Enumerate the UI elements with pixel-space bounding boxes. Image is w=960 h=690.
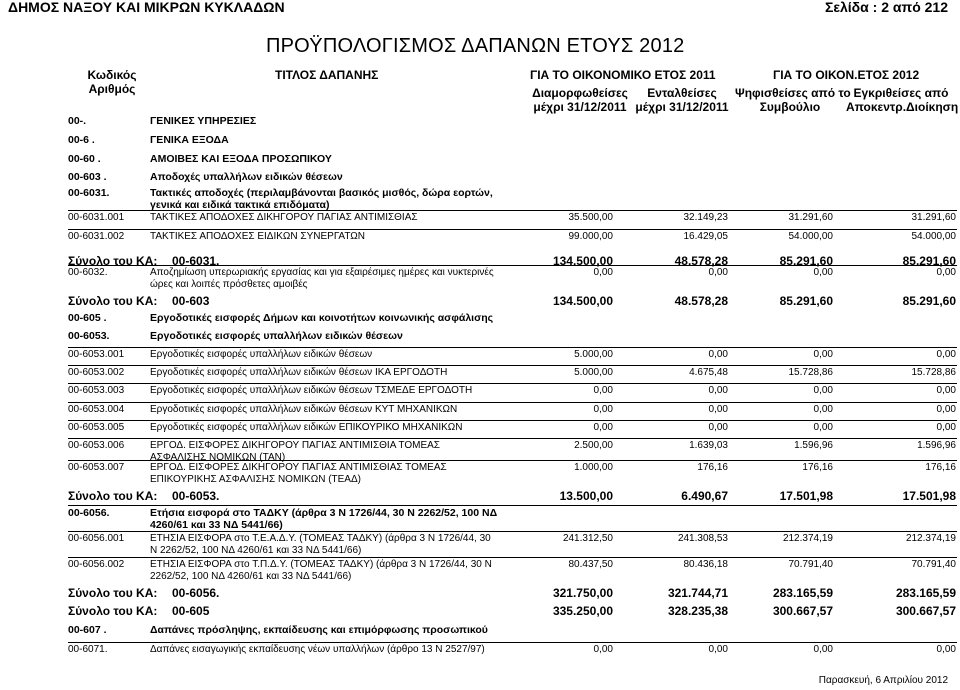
row-code: 00-6056.002 (68, 559, 125, 570)
value-approved: 0,00 (936, 404, 956, 415)
row-description: Εργοδοτικές εισφορές Δήμων και κοινοτήτων κοινωνικής ασφάλισης (150, 312, 494, 324)
total-code: 00-6031. (172, 254, 220, 268)
table-row (0, 506, 960, 531)
table-row (0, 348, 960, 364)
table-row (0, 439, 960, 463)
value-paid: 0,00 (708, 422, 728, 433)
total-row (0, 293, 960, 309)
row-description: Εργοδοτικές εισφορές υπαλλήλων ειδικών θέσεων (150, 349, 373, 360)
col-group-2012: ΓΙΑ ΤΟ ΟΙΚΟΝ.ΕΤΟΣ 2012 (773, 68, 920, 82)
table-row (0, 623, 960, 639)
page-number: Σελίδα : 2 από 212 (824, 0, 948, 15)
value-shaped: 1.000,00 (574, 462, 613, 473)
value-paid: 1.639,03 (689, 440, 728, 451)
row-description-cont: 4260/61 και 33 ΝΔ 5441/66) (150, 519, 283, 531)
row-code: 00-6 . (68, 134, 95, 146)
table-row (0, 170, 960, 186)
value-paid: 48.578,28 (674, 294, 728, 308)
value-voted: 283.165,59 (772, 586, 833, 600)
row-divider (68, 383, 957, 384)
value-paid: 0,00 (708, 267, 728, 278)
row-code: 00-6053.004 (68, 404, 125, 415)
table-row (0, 532, 960, 556)
row-code: 00-6031.002 (68, 231, 125, 242)
col-group-2011: ΓΙΑ ΤΟ ΟΙΚΟΝΟΜΙΚΟ ΕΤΟΣ 2011 (530, 68, 716, 82)
value-approved: 0,00 (936, 422, 956, 433)
value-voted: 54.000,00 (788, 231, 833, 242)
table-row (0, 421, 960, 437)
value-approved: 300.667,57 (895, 604, 956, 618)
value-approved: 17.501,98 (902, 489, 956, 503)
value-approved: 0,00 (936, 644, 956, 655)
row-code: 00-6053.003 (68, 385, 125, 396)
row-description: Αποδοχές υπαλλήλων ειδικών θέσεων (150, 171, 343, 183)
value-voted: 85.291,60 (779, 294, 833, 308)
table-row (0, 403, 960, 419)
row-divider (68, 365, 957, 366)
table-row (0, 643, 960, 659)
row-code: 00-6032. (68, 267, 108, 278)
row-description: Εργοδοτικές εισφορές υπαλλήλων ειδικών θέσεων ΙΚΑ ΕΡΓΟΔΟΤΗ (150, 367, 448, 378)
row-description: Αποζημίωση υπερωριακής εργασίας και για εξαιρέσιμες ημέρες και νυκτερινές (150, 267, 494, 278)
row-description: Εργοδοτικές εισφορές υπαλλήλων ειδικών ΕΠΙΚΟΥΡΙΚΟ ΜΗΧΑΝΙΚΩΝ (150, 422, 463, 433)
row-description-cont: ΑΣΦΑΛΙΣΗΣ ΝΟΜΙΚΩΝ (ΤΑΝ) (150, 452, 286, 463)
row-description: Εργοδοτικές εισφορές υπαλλήλων ειδικών θέσεων ΚΥΤ ΜΗΧΑΝΙΚΩΝ (150, 404, 458, 415)
value-shaped: 0,00 (593, 422, 613, 433)
value-approved: 31.291,60 (911, 212, 956, 223)
value-voted: 212.374,19 (782, 533, 833, 544)
table-row (0, 366, 960, 382)
value-voted: 0,00 (813, 404, 833, 415)
row-divider (68, 505, 957, 506)
value-paid: 321.744,71 (667, 586, 728, 600)
col-paid (632, 86, 732, 114)
value-paid: 241.308,53 (677, 533, 728, 544)
table-row (0, 311, 960, 327)
row-description: Εργοδοτικές εισφορές υπαλλήλων ειδικών θέσεων (150, 330, 403, 342)
row-divider (68, 531, 957, 532)
value-shaped: 241.312,50 (562, 533, 613, 544)
value-voted: 0,00 (813, 349, 833, 360)
value-shaped: 5.000,00 (574, 367, 613, 378)
value-approved: 212.374,19 (905, 533, 956, 544)
row-description: Τακτικές αποδοχές (περιλαμβάνονται βασικός μισθός, δώρα εορτών, (150, 187, 493, 199)
value-paid: 176,16 (697, 462, 728, 473)
row-divider (68, 557, 957, 558)
row-description: ΕΡΓΟΔ. ΕΙΣΦΟΡΕΣ ΔΙΚΗΓΟΡΟΥ ΠΑΓΙΑΣ ΑΝΤΙΜΙΣΘΙΑΣ ΤΟΜΕΑΣ (150, 462, 447, 473)
table-row (0, 384, 960, 400)
row-description: Εργοδοτικές εισφορές υπαλλήλων ειδικών θέσεων ΤΣΜΕΔΕ ΕΡΓΟΔΟΤΗ (150, 385, 473, 396)
row-divider (68, 229, 957, 230)
value-paid: 0,00 (708, 385, 728, 396)
col-code-line2: Αριθμός (88, 82, 136, 96)
table-row (0, 186, 960, 211)
value-paid: 16.429,05 (683, 231, 728, 242)
value-approved: 283.165,59 (895, 586, 956, 600)
row-description: ΓΕΝΙΚΑ ΕΞΟΔΑ (150, 134, 229, 146)
table-row (0, 461, 960, 485)
row-divider (68, 642, 957, 643)
table-row (0, 266, 960, 290)
value-voted: 176,16 (802, 462, 833, 473)
row-code: 00-60 . (68, 153, 101, 165)
value-shaped: 0,00 (593, 644, 613, 655)
table-row (0, 230, 960, 246)
value-shaped: 0,00 (593, 404, 613, 415)
row-code: 00-6031.001 (68, 212, 125, 223)
row-divider (68, 420, 957, 421)
value-approved: 85.291,60 (902, 294, 956, 308)
value-voted: 0,00 (813, 644, 833, 655)
row-divider (68, 210, 957, 211)
row-code: 00-6071. (68, 644, 108, 655)
total-code: 00-603 (172, 294, 210, 308)
value-shaped: 80.437,50 (568, 559, 613, 570)
row-description: ΑΜΟΙΒΕΣ ΚΑΙ ΕΞΟΔΑ ΠΡΟΣΩΠΙΚΟΥ (150, 153, 332, 165)
municipality-name: ΔΗΜΟΣ ΝΑΞΟΥ ΚΑΙ ΜΙΚΡΩΝ ΚΥΚΛΑΔΩΝ (8, 0, 285, 15)
value-voted: 70.791,40 (788, 559, 833, 570)
col-title-label: ΤΙΤΛΟΣ ΔΑΠΑΝΗΣ (275, 68, 379, 82)
value-approved: 70.791,40 (911, 559, 956, 570)
row-description: ΕΡΓΟΔ. ΕΙΣΦΟΡΕΣ ΔΙΚΗΓΟΡΟΥ ΠΑΓΙΑΣ ΑΝΤΙΜΙΣΘΙΑ ΤΟΜΕΑΣ (150, 440, 440, 451)
value-shaped: 335.250,00 (552, 604, 613, 618)
value-voted: 31.291,60 (788, 212, 833, 223)
row-code: 00-6056.001 (68, 533, 125, 544)
value-voted: 0,00 (813, 422, 833, 433)
total-row (0, 603, 960, 619)
value-voted: 17.501,98 (779, 489, 833, 503)
row-code: 00-6053.002 (68, 367, 125, 378)
value-paid: 6.490,67 (681, 489, 728, 503)
row-description-cont: γενικά και ειδικά τακτικά επιδόματα) (150, 199, 330, 211)
row-code: 00-603 . (68, 171, 107, 183)
total-label: Σύνολο του ΚΑ: (68, 604, 158, 618)
row-divider (68, 265, 957, 266)
col-shaped-line1: Διαμορφωθείσες (532, 86, 628, 100)
col-paid-line1: Ενταλθείσες (647, 86, 717, 100)
row-divider (68, 347, 957, 348)
col-voted-line1: Ψηφισθείσες από το (735, 86, 851, 100)
value-shaped: 134.500,00 (552, 254, 613, 268)
value-voted: 0,00 (813, 267, 833, 278)
table-row (0, 152, 960, 168)
table-row (0, 211, 960, 227)
row-description: ΤΑΚΤΙΚΕΣ ΑΠΟΔΟΧΕΣ ΕΙΔΙΚΩΝ ΣΥΝΕΡΓΑΤΩΝ (150, 231, 365, 242)
value-shaped: 0,00 (593, 385, 613, 396)
total-code: 00-605 (172, 604, 210, 618)
total-row (0, 585, 960, 601)
col-paid-line2: μέχρι 31/12/2011 (635, 100, 729, 114)
value-shaped: 99.000,00 (568, 231, 613, 242)
row-code: 00-6053. (68, 330, 110, 342)
table-row (0, 114, 960, 130)
col-voted (735, 86, 851, 114)
value-paid: 48.578,28 (674, 254, 728, 268)
row-code: 00-6031. (68, 187, 110, 199)
row-description-cont: 2262/52, 100 ΝΔ 4260/61 και 33 ΝΔ 5441/66) (150, 571, 352, 582)
value-shaped: 35.500,00 (568, 212, 613, 223)
total-label: Σύνολο του ΚΑ: (68, 586, 158, 600)
total-row (0, 488, 960, 504)
row-code: 00-6056. (68, 507, 110, 519)
value-approved: 0,00 (936, 385, 956, 396)
value-shaped: 134.500,00 (552, 294, 613, 308)
row-code: 00-6053.005 (68, 422, 125, 433)
row-divider (68, 438, 957, 439)
row-description-cont: Ν 2262/52, 100 ΝΔ 4260/61 και 33 ΝΔ 5441/66) (150, 545, 362, 556)
document-title: ΠΡΟΫΠΟΛΟΓΙΣΜΟΣ ΔΑΠΑΝΩΝ ΕΤΟΥΣ 2012 (266, 35, 685, 57)
value-shaped: 321.750,00 (552, 586, 613, 600)
col-shaped (530, 86, 630, 114)
table-row (0, 133, 960, 149)
table-row (0, 329, 960, 345)
row-code: 00-605 . (68, 312, 107, 324)
row-code: 00-6053.001 (68, 349, 125, 360)
value-voted: 300.667,57 (772, 604, 833, 618)
value-paid: 80.436,18 (683, 559, 728, 570)
row-description: ΕΤΗΣΙΑ ΕΙΣΦΟΡΑ στο Τ.Ε.Α.Δ.Υ. (ΤΟΜΕΑΣ ΤΑΔΚΥ) (άρθρα 3 Ν 1726/44, 30 (150, 533, 491, 544)
value-approved: 0,00 (936, 349, 956, 360)
value-paid: 0,00 (708, 349, 728, 360)
col-code-label (82, 68, 142, 96)
row-divider (68, 460, 957, 461)
row-description: Δαπάνες πρόσληψης, εκπαίδευσης και επιμόρφωσης προσωπικού (150, 624, 488, 636)
row-description: Ετήσια εισφορά στο ΤΑΔΚΥ (άρθρα 3 Ν 1726/44, 30 Ν 2262/52, 100 ΝΔ (150, 507, 498, 519)
row-divider (68, 402, 957, 403)
value-approved: 85.291,60 (902, 254, 956, 268)
value-shaped: 2.500,00 (574, 440, 613, 451)
value-voted: 15.728,86 (788, 367, 833, 378)
col-shaped-line2: μέχρι 31/12/2011 (533, 100, 627, 114)
row-code: 00-. (68, 115, 87, 127)
row-description: ΓΕΝΙΚΕΣ ΥΠΗΡΕΣΙΕΣ (150, 115, 257, 127)
col-approved (846, 86, 959, 114)
value-approved: 176,16 (925, 462, 956, 473)
total-label: Σύνολο του ΚΑ: (68, 294, 158, 308)
total-label: Σύνολο του ΚΑ: (68, 254, 158, 268)
value-paid: 4.675,48 (689, 367, 728, 378)
value-approved: 1.596,96 (917, 440, 956, 451)
row-description-cont: ΕΠΙΚΟΥΡΙΚΗΣ ΑΣΦΑΛΙΣΗΣ ΝΟΜΙΚΩΝ (ΤΕΑΔ) (150, 474, 361, 485)
row-description: ΕΤΗΣΙΑ ΕΙΣΦΟΡΑ στο Τ.Π.Δ.Υ. (ΤΟΜΕΑΣ ΤΑΔΚΥ) (άρθρα 3 Ν 1726/44, 30 Ν (150, 559, 492, 570)
value-shaped: 0,00 (593, 267, 613, 278)
value-paid: 0,00 (708, 644, 728, 655)
value-approved: 54.000,00 (911, 231, 956, 242)
value-shaped: 5.000,00 (574, 349, 613, 360)
value-voted: 85.291,60 (779, 254, 833, 268)
col-voted-line2: Συμβούλιο (759, 100, 821, 114)
row-description: Δαπάνες εισαγωγικής εκπαίδευσης νέων υπαλλήλων (άρθρο 13 Ν 2527/97) (150, 644, 485, 655)
row-code: 00-6053.006 (68, 440, 125, 451)
table-row (0, 558, 960, 582)
value-voted: 1.596,96 (794, 440, 833, 451)
value-shaped: 13.500,00 (559, 489, 613, 503)
value-approved: 0,00 (936, 267, 956, 278)
row-description: ΤΑΚΤΙΚΕΣ ΑΠΟΔΟΧΕΣ ΔΙΚΗΓΟΡΟΥ ΠΑΓΙΑΣ ΑΝΤΙΜΙΣΘΙΑΣ (150, 212, 418, 223)
total-label: Σύνολο του ΚΑ: (68, 489, 158, 503)
value-paid: 0,00 (708, 404, 728, 415)
row-description-cont: ώρες και λοιπές πρόσθετες αμοιβές (150, 279, 308, 290)
total-code: 00-6056. (172, 586, 220, 600)
row-code: 00-6053.007 (68, 462, 125, 473)
col-code-line1: Κωδικός (87, 68, 137, 82)
col-approved-line2: Αποκεντρ.Διοίκηση (846, 100, 959, 114)
value-paid: 32.149,23 (683, 212, 728, 223)
value-paid: 328.235,38 (667, 604, 728, 618)
total-code: 00-6053. (172, 489, 220, 503)
col-approved-line1: Εγκριθείσες από (853, 86, 949, 100)
row-code: 00-607 . (68, 624, 107, 636)
print-date: Παρασκευή, 6 Απριλίου 2012 (818, 675, 948, 686)
value-approved: 15.728,86 (911, 367, 956, 378)
value-voted: 0,00 (813, 385, 833, 396)
